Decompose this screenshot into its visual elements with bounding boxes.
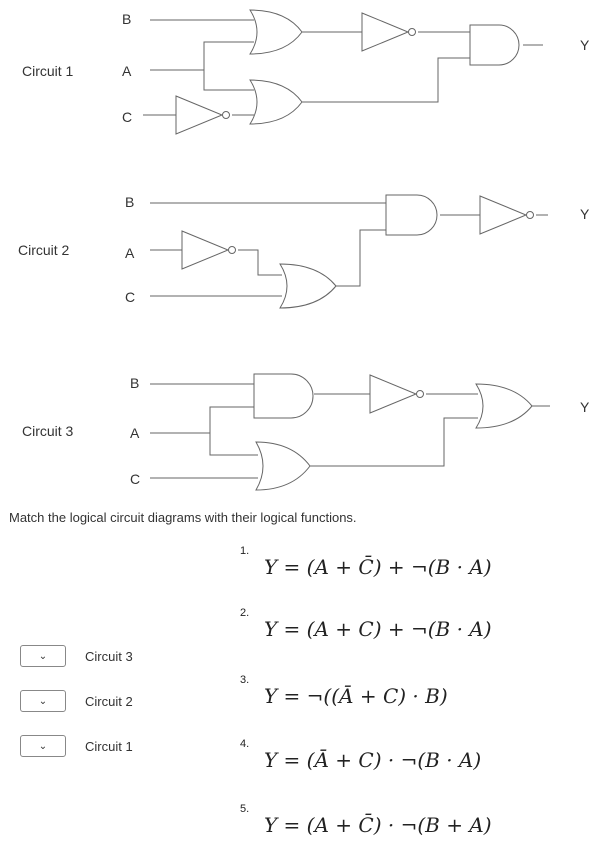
function-4-expression: Y = (Ā + C) · ¬(B · A) — [264, 748, 482, 772]
question-prompt: Match the logical circuit diagrams with their logical functions. — [9, 510, 357, 525]
circuit-1 — [22, 10, 590, 134]
function-5 — [240, 803, 492, 837]
circuit-2-input-b: B — [125, 194, 135, 210]
circuit-2-and-gate — [386, 195, 437, 235]
circuit-1-output-y: Y — [580, 37, 590, 53]
circuit-2-not-gate-out — [480, 196, 534, 234]
circuit-3-input-b: B — [130, 375, 140, 391]
circuit-1-and-gate — [470, 25, 519, 65]
function-5-number: 5. — [240, 803, 250, 815]
circuit-2-or-gate — [280, 264, 336, 308]
circuit-1-or-gate-bottom — [250, 80, 302, 124]
function-4 — [240, 738, 482, 772]
chevron-down-icon: ⌄ — [38, 695, 48, 707]
circuit-1-not-gate-or — [362, 13, 416, 51]
circuit-2-label: Circuit 2 — [18, 242, 70, 258]
circuit-2 — [18, 194, 590, 308]
function-1-expression: Y = (A + C̄) + ¬(B · A) — [264, 555, 492, 579]
circuit-1-label: Circuit 1 — [22, 63, 74, 79]
match-row-circuit-1 — [20, 734, 133, 758]
circuit-3-not-gate — [370, 375, 424, 413]
circuit-3-input-a: A — [130, 425, 140, 441]
circuit-1-input-a: A — [122, 63, 132, 79]
circuit-1-or-gate-top — [250, 10, 302, 54]
chevron-down-icon: ⌄ — [38, 650, 48, 662]
function-3-number: 3. — [240, 674, 250, 686]
circuit-3-or-gate-out — [476, 384, 532, 428]
match-label-circuit-2: Circuit 2 — [85, 693, 133, 709]
function-2-number: 2. — [240, 607, 250, 619]
function-3-expression: Y = ¬((Ā + C) · B) — [264, 684, 448, 708]
match-row-circuit-2 — [20, 689, 133, 713]
match-row-circuit-3 — [20, 644, 133, 668]
function-1-number: 1. — [240, 545, 250, 557]
match-select-circuit-1[interactable] — [20, 735, 66, 757]
circuit-2-input-a: A — [125, 245, 135, 261]
circuit-3-or-gate-bottom — [256, 442, 310, 490]
circuit-3-and-gate — [254, 374, 313, 418]
match-label-circuit-1: Circuit 1 — [85, 738, 133, 754]
circuit-2-not-gate-a — [182, 231, 236, 269]
circuit-1-not-gate-c — [176, 96, 230, 134]
match-select-circuit-2[interactable] — [20, 690, 66, 712]
function-2-expression: Y = (A + C) + ¬(B · A) — [264, 617, 492, 641]
circuit-2-output-y: Y — [580, 206, 590, 222]
function-5-expression: Y = (A + C̄) · ¬(B + A) — [264, 813, 492, 837]
chevron-down-icon: ⌄ — [38, 740, 48, 752]
function-4-number: 4. — [240, 738, 250, 750]
match-select-circuit-3[interactable] — [20, 645, 66, 667]
function-3 — [240, 674, 448, 708]
match-label-circuit-3: Circuit 3 — [85, 648, 133, 664]
circuit-1-input-b: B — [122, 11, 132, 27]
function-1 — [240, 545, 492, 579]
circuit-3-input-c: C — [130, 471, 141, 487]
circuit-3 — [22, 374, 590, 490]
circuit-3-label: Circuit 3 — [22, 423, 74, 439]
function-2 — [240, 607, 492, 641]
circuit-1-input-c: C — [122, 109, 133, 125]
circuit-2-input-c: C — [125, 289, 136, 305]
circuit-3-output-y: Y — [580, 399, 590, 415]
